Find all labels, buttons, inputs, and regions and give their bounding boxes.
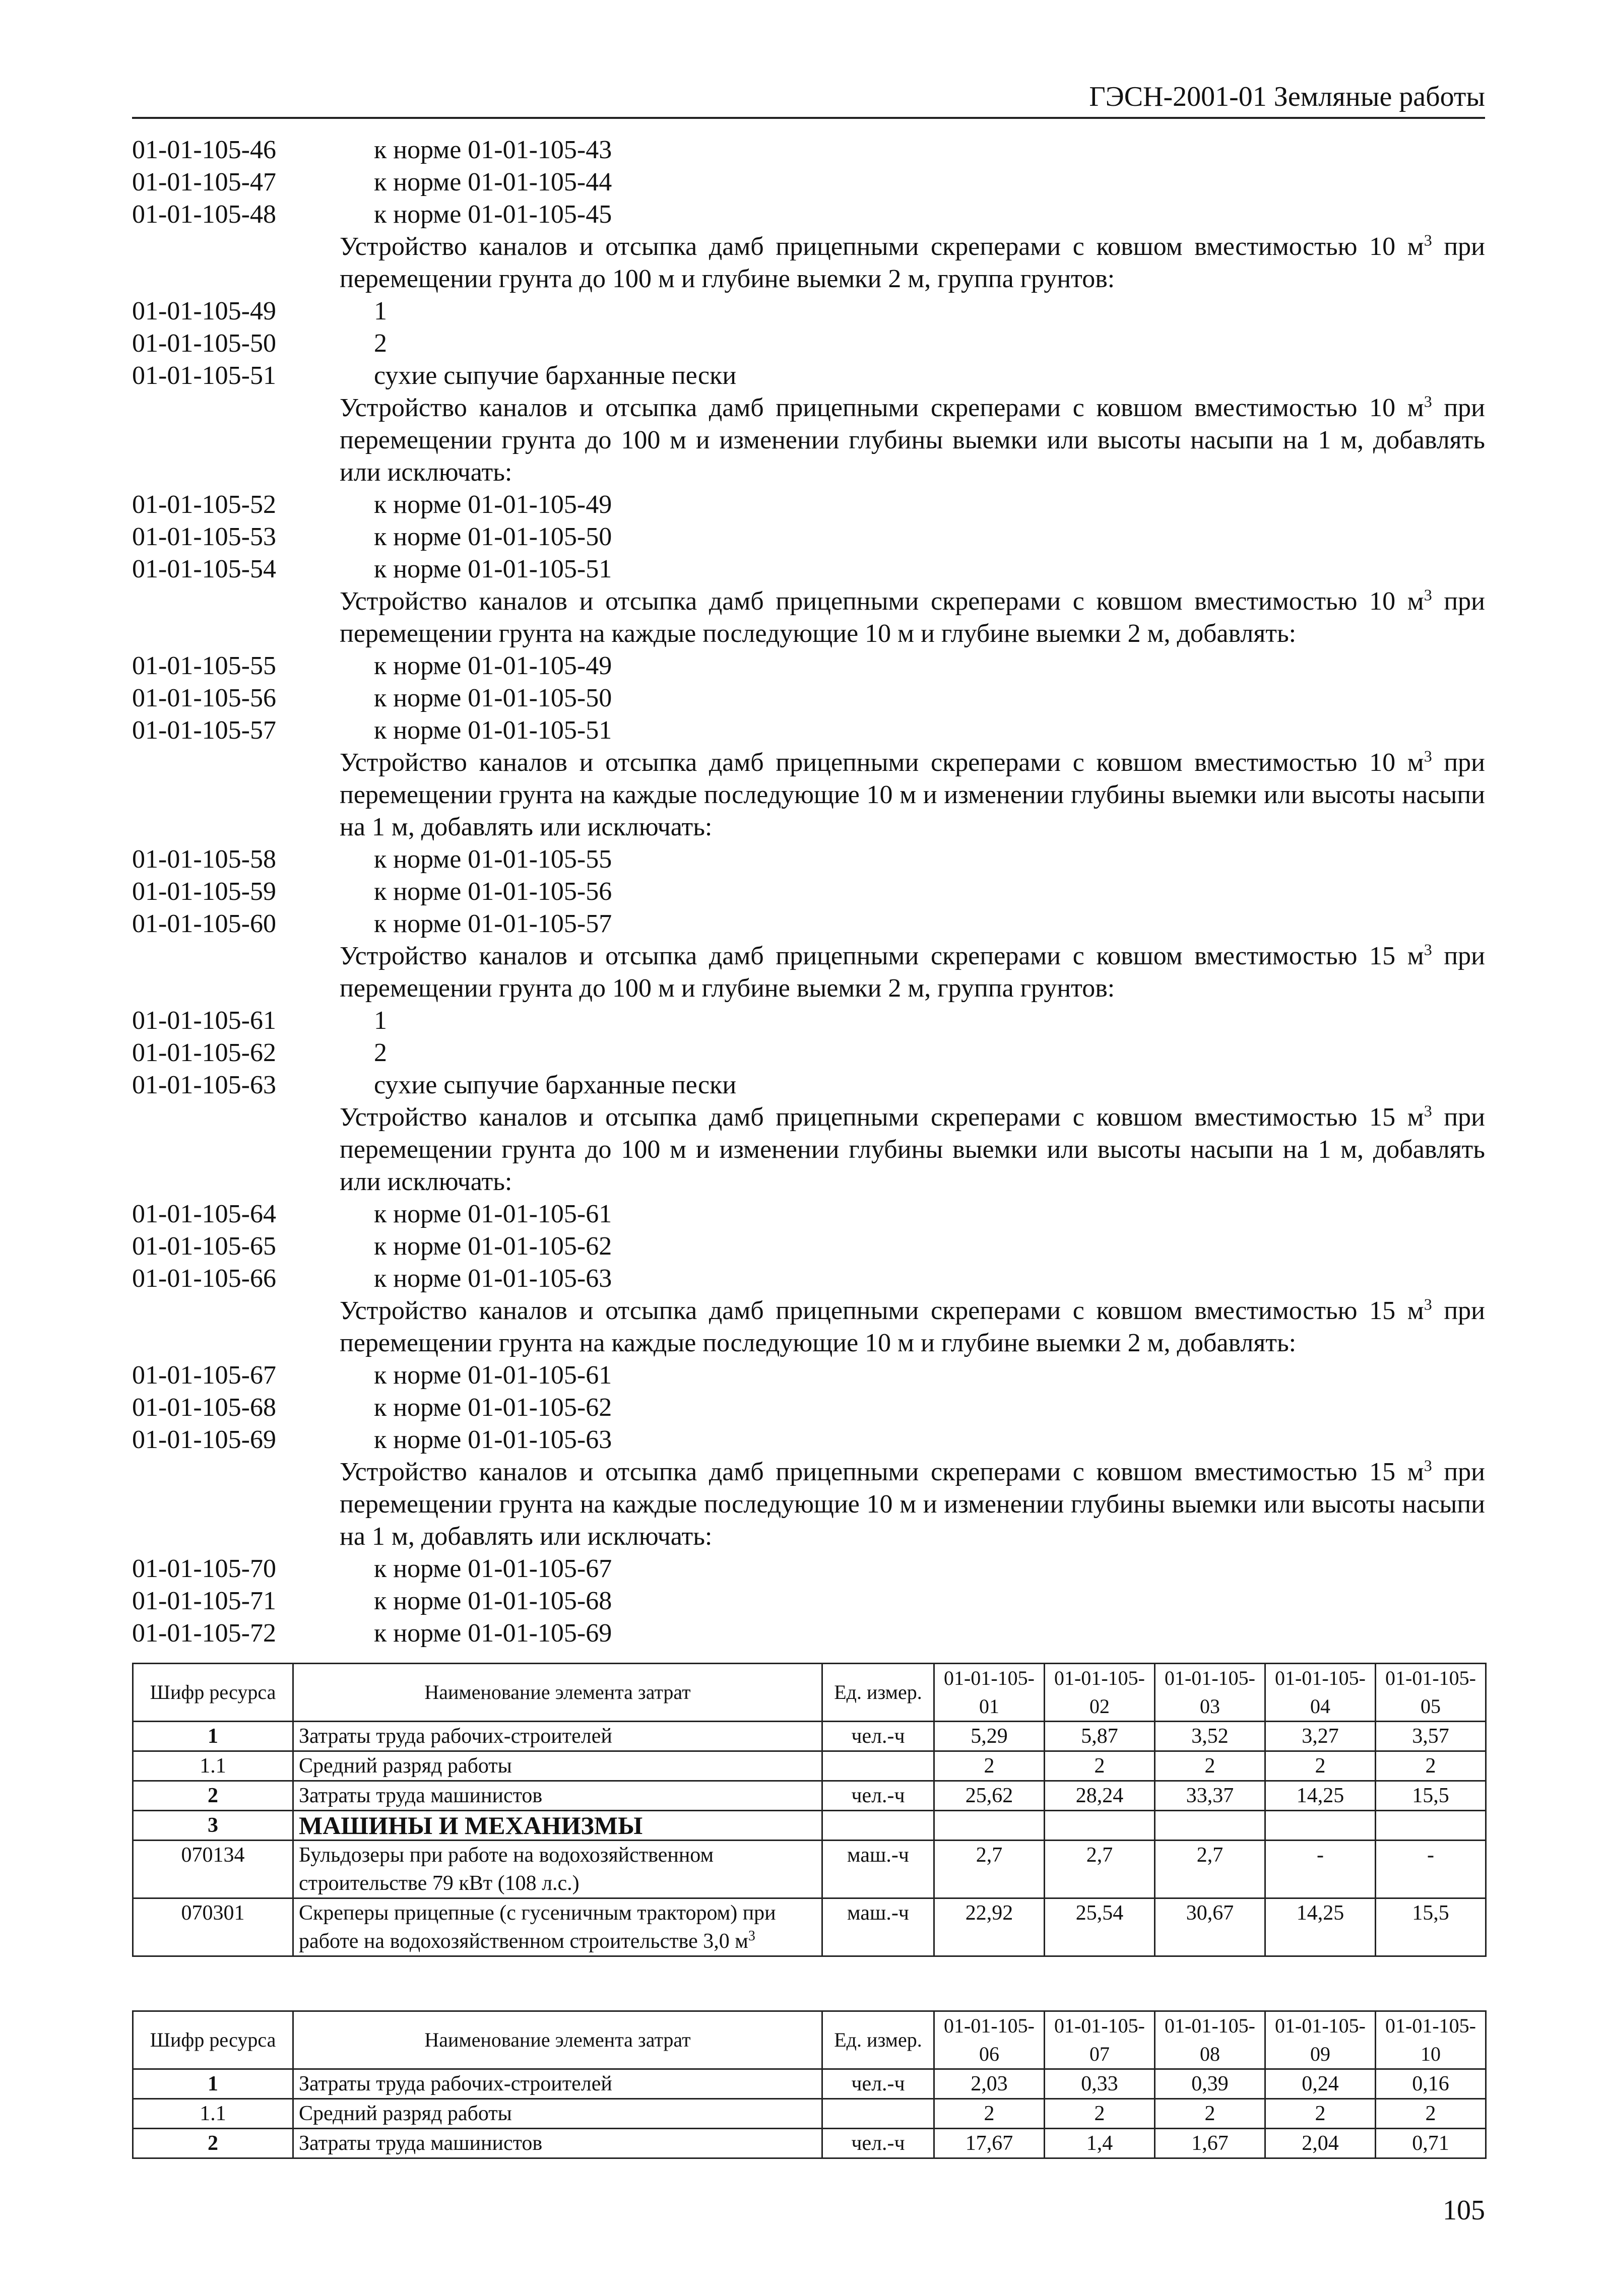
description-tail: при перемещении грунта до 100 м и глубине выемки 2 м, группа грунтов: [340,942,1486,1003]
header-name: Наименование элемента затрат [293,2011,822,2069]
header-unit: Ед. измер. [822,2011,934,2069]
norm-row [132,1553,1485,1585]
norm-row [132,134,1485,166]
cell-value: 33,37 [1155,1781,1265,1811]
cell-empty [1045,1811,1155,1841]
cell-empty [1155,1811,1265,1841]
norm-row [132,714,1485,747]
cell-name [293,2099,822,2129]
unit-superscript: 3 [1424,231,1432,249]
norm-code: 01-01-105-68 [132,1393,276,1422]
norm-entries [132,134,1485,1650]
norm-code: 01-01-105-56 [132,684,276,712]
cell-value: 0,24 [1265,2069,1376,2099]
cell-unit: чел.-ч [822,1722,934,1751]
norm-description [340,747,1485,843]
norm-code: 01-01-105-64 [132,1200,276,1228]
unit-superscript: 3 [1424,392,1432,411]
description-tail: при перемещении грунта на каждые последующие 10 м и глубине выемки 2 м, добавлять: [340,1296,1486,1357]
cell-name [293,1722,822,1751]
description-text: Устройство каналов и отсыпка дамб прицепными скреперами с ковшом вместимостью 10 м [340,393,1424,422]
cell-name [293,1841,822,1898]
cell-empty [934,1811,1045,1841]
name-text: Средний разряд работы [299,1754,512,1778]
cell-value: 17,67 [934,2129,1045,2158]
cell-section: МАШИНЫ И МЕХАНИЗМЫ [293,1811,822,1841]
description-text: Устройство каналов и отсыпка дамб прицепными скреперами с ковшом вместимостью 15 м [340,1103,1424,1132]
description-text: Устройство каналов и отсыпка дамб прицепными скреперами с ковшом вместимостью 10 м [340,232,1424,261]
norm-ref: к норме 01-01-105-63 [374,1264,612,1293]
norm-ref: к норме 01-01-105-49 [374,490,612,519]
cell-value: 0,33 [1045,2069,1155,2099]
norm-ref: к норме 01-01-105-45 [374,200,612,229]
cell-value: 2 [1376,2099,1486,2129]
description-tail: при перемещении грунта до 100 м и изменении глубины выемки или высоты насыпи на 1 м, добавлять или исключать: [340,393,1486,487]
cell-code: 3 [133,1811,293,1841]
norm-row [132,199,1485,231]
cell-value: 14,25 [1265,1781,1376,1811]
cell-value: 14,25 [1265,1898,1376,1956]
header-code: Шифр ресурса [133,1664,293,1722]
cell-name [293,1781,822,1811]
norm-code: 01-01-105-55 [132,651,276,680]
header-col: 01-01-105-01 [934,1664,1045,1722]
header-code: Шифр ресурса [133,2011,293,2069]
cell-value: 30,67 [1155,1898,1265,1956]
cell-code: 070301 [133,1898,293,1956]
norm-code: 01-01-105-57 [132,716,276,745]
description-text: Устройство каналов и отсыпка дамб прицепными скреперами с ковшом вместимостью 10 м [340,587,1424,616]
norm-row [132,1424,1485,1456]
norm-ref: к норме 01-01-105-67 [374,1554,612,1583]
header-col: 01-01-105-08 [1155,2011,1265,2069]
norm-code: 01-01-105-53 [132,522,276,551]
cell-value: 5,29 [934,1722,1045,1751]
unit-superscript: 3 [1424,585,1432,604]
cell-value: 2 [1376,1751,1486,1781]
cell-unit: чел.-ч [822,1781,934,1811]
unit-superscript: 3 [1424,940,1432,959]
norm-ref: к норме 01-01-105-49 [374,651,612,680]
norm-code: 01-01-105-72 [132,1619,276,1648]
norm-row [132,1263,1485,1295]
norm-code: 01-01-105-58 [132,845,276,874]
norm-row [132,1198,1485,1230]
norm-row [132,908,1485,940]
norm-ref: к норме 01-01-105-61 [374,1200,612,1228]
name-text: Скреперы прицепные (с гусеничным трактором) при работе на водохозяйственном строительстве 3,0 м [299,1901,776,1953]
name-text: Затраты труда рабочих-строителей [299,1725,612,1748]
norm-row [132,1359,1485,1392]
description-text: Устройство каналов и отсыпка дамб прицепными скреперами с ковшом вместимостью 15 м [340,942,1424,970]
table-row [133,1722,1486,1751]
norm-code: 01-01-105-51 [132,361,276,390]
norm-ref: к норме 01-01-105-50 [374,522,612,551]
cell-value: 2 [1045,1751,1155,1781]
cell-value: 25,62 [934,1781,1045,1811]
norm-code: 01-01-105-62 [132,1038,276,1067]
resource-table-2 [132,2010,1487,2159]
norm-row [132,166,1485,199]
header-unit: Ед. измер. [822,1664,934,1722]
norm-ref: к норме 01-01-105-43 [374,136,612,164]
cell-value: 0,39 [1155,2069,1265,2099]
cell-value: 2 [1045,2099,1155,2129]
norm-description [340,231,1485,295]
cell-value: 2 [1265,2099,1376,2129]
norm-code: 01-01-105-52 [132,490,276,519]
norm-ref: 1 [374,1006,387,1035]
norm-ref: к норме 01-01-105-69 [374,1619,612,1648]
cell-code: 1.1 [133,2099,293,2129]
norm-ref: сухие сыпучие барханные пески [374,361,737,390]
name-text: Затраты труда рабочих-строителей [299,2072,612,2095]
cell-value: 1,67 [1155,2129,1265,2158]
cell-value: 2,7 [1045,1841,1155,1898]
cell-value: 2 [934,1751,1045,1781]
cell-code: 1 [133,1722,293,1751]
resource-table-1 [132,1663,1487,1957]
norm-code: 01-01-105-69 [132,1425,276,1454]
norm-ref: к норме 01-01-105-62 [374,1393,612,1422]
header-col: 01-01-105-04 [1265,1664,1376,1722]
header-col: 01-01-105-05 [1376,1664,1486,1722]
header-title: ГЭСН-2001-01 Земляные работы [1089,81,1485,112]
norm-row [132,489,1485,521]
header-col: 01-01-105-10 [1376,2011,1486,2069]
cell-value: 2,7 [934,1841,1045,1898]
cell-value: 1,4 [1045,2129,1155,2158]
name-text: Затраты труда машинистов [299,2132,543,2155]
table-row [133,1898,1486,1956]
norm-code: 01-01-105-63 [132,1071,276,1099]
norm-code: 01-01-105-66 [132,1264,276,1293]
norm-row [132,1037,1485,1069]
description-text: Устройство каналов и отсыпка дамб прицепными скреперами с ковшом вместимостью 15 м [340,1458,1424,1486]
norm-ref: к норме 01-01-105-51 [374,555,612,583]
norm-ref: к норме 01-01-105-50 [374,684,612,712]
description-tail: при перемещении грунта на каждые последующие 10 м и изменении глубины выемки или высоты насыпи на 1 м, добавлять или исключать: [340,1458,1486,1551]
norm-row [132,1392,1485,1424]
table-row [133,1811,1486,1841]
unit-superscript: 3 [1424,1456,1432,1475]
cell-name [293,1898,822,1956]
cell-value: 15,5 [1376,1898,1486,1956]
norm-code: 01-01-105-47 [132,168,276,196]
name-superscript: 3 [748,1928,755,1944]
norm-code: 01-01-105-61 [132,1006,276,1035]
norm-code: 01-01-105-46 [132,136,276,164]
norm-ref: 2 [374,1038,387,1067]
norm-ref: к норме 01-01-105-63 [374,1425,612,1454]
cell-value: 15,5 [1376,1781,1486,1811]
norm-code: 01-01-105-48 [132,200,276,229]
description-text: Устройство каналов и отсыпка дамб прицепными скреперами с ковшом вместимостью 10 м [340,748,1424,777]
cell-value: 2,03 [934,2069,1045,2099]
cell-name [293,1751,822,1781]
norm-ref: к норме 01-01-105-61 [374,1361,612,1390]
norm-row [132,1230,1485,1263]
header-col: 01-01-105-09 [1265,2011,1376,2069]
norm-ref: 2 [374,329,387,358]
norm-row [132,360,1485,392]
norm-row [132,650,1485,682]
cell-value: 2 [1155,2099,1265,2129]
norm-ref: к норме 01-01-105-57 [374,909,612,938]
norm-ref: к норме 01-01-105-62 [374,1232,612,1261]
table-row [133,1841,1486,1898]
cell-value: 22,92 [934,1898,1045,1956]
norm-ref: 1 [374,297,387,325]
page-number: 105 [1443,2195,1485,2226]
unit-superscript: 3 [1424,1101,1432,1120]
cell-value: - [1265,1841,1376,1898]
cell-code: 1 [133,2069,293,2099]
norm-row [132,295,1485,327]
norm-code: 01-01-105-71 [132,1587,276,1615]
cell-unit [822,2099,934,2129]
cell-value: 2 [934,2099,1045,2129]
cell-empty [1265,1811,1376,1841]
norm-description [340,585,1485,650]
cell-value: 2 [1155,1751,1265,1781]
header-col: 01-01-105-02 [1045,1664,1155,1722]
norm-row [132,327,1485,360]
norm-ref: к норме 01-01-105-55 [374,845,612,874]
table-row [133,2099,1486,2129]
cell-empty [1376,1811,1486,1841]
norm-row [132,1005,1485,1037]
description-tail: при перемещении грунта до 100 м и изменении глубины выемки или высоты насыпи на 1 м, добавлять или исключать: [340,1103,1486,1196]
cell-value: 25,54 [1045,1898,1155,1956]
header-name: Наименование элемента затрат [293,1664,822,1722]
cell-code: 070134 [133,1841,293,1898]
unit-superscript: 3 [1424,747,1432,765]
cell-unit: чел.-ч [822,2129,934,2158]
cell-value: 3,57 [1376,1722,1486,1751]
norm-description [340,392,1485,489]
unit-superscript: 3 [1424,1295,1432,1314]
table-row [133,1781,1486,1811]
cell-value: 0,71 [1376,2129,1486,2158]
norm-row [132,1069,1485,1101]
table-row [133,1751,1486,1781]
page-header [132,71,1485,119]
description-text: Устройство каналов и отсыпка дамб прицепными скреперами с ковшом вместимостью 15 м [340,1296,1424,1325]
norm-ref: сухие сыпучие барханные пески [374,1071,737,1099]
norm-code: 01-01-105-59 [132,877,276,906]
cell-value: 3,52 [1155,1722,1265,1751]
norm-ref: к норме 01-01-105-68 [374,1587,612,1615]
norm-row [132,1585,1485,1617]
norm-row [132,876,1485,908]
norm-description [340,1456,1485,1553]
cell-value: 5,87 [1045,1722,1155,1751]
norm-code: 01-01-105-67 [132,1361,276,1390]
name-text: Затраты труда машинистов [299,1784,543,1807]
norm-code: 01-01-105-50 [132,329,276,358]
description-tail: при перемещении грунта на каждые последующие 10 м и изменении глубины выемки или высоты насыпи на 1 м, добавлять или исключать: [340,748,1486,841]
cell-value: 2,7 [1155,1841,1265,1898]
norm-row [132,521,1485,553]
cell-value: 28,24 [1045,1781,1155,1811]
norm-code: 01-01-105-65 [132,1232,276,1261]
description-tail: при перемещении грунта до 100 м и глубине выемки 2 м, группа грунтов: [340,232,1486,293]
cell-empty [822,1811,934,1841]
table-row [133,2069,1486,2099]
norm-row [132,1617,1485,1650]
cell-value: 3,27 [1265,1722,1376,1751]
description-tail: при перемещении грунта на каждые последующие 10 м и глубине выемки 2 м, добавлять: [340,587,1486,648]
norm-row [132,553,1485,585]
cell-value: 2 [1265,1751,1376,1781]
norm-ref: к норме 01-01-105-51 [374,716,612,745]
norm-code: 01-01-105-70 [132,1554,276,1583]
norm-code: 01-01-105-49 [132,297,276,325]
cell-unit: маш.-ч [822,1841,934,1898]
table-row [133,2129,1486,2158]
header-col: 01-01-105-03 [1155,1664,1265,1722]
norm-code: 01-01-105-60 [132,909,276,938]
norm-row [132,682,1485,714]
cell-name [293,2069,822,2099]
cell-code: 2 [133,2129,293,2158]
cell-value: 0,16 [1376,2069,1486,2099]
cell-code: 1.1 [133,1751,293,1781]
norm-description [340,1295,1485,1359]
cell-name [293,2129,822,2158]
norm-ref: к норме 01-01-105-56 [374,877,612,906]
cell-unit: маш.-ч [822,1898,934,1956]
cell-code: 2 [133,1781,293,1811]
norm-description [340,940,1485,1005]
name-text: Бульдозеры при работе на водохозяйственном строительстве 79 кВт (108 л.с.) [299,1844,714,1895]
cell-unit: чел.-ч [822,2069,934,2099]
norm-row [132,843,1485,876]
header-col: 01-01-105-07 [1045,2011,1155,2069]
header-col: 01-01-105-06 [934,2011,1045,2069]
norm-description [340,1101,1485,1198]
cell-value: 2,04 [1265,2129,1376,2158]
norm-code: 01-01-105-54 [132,555,276,583]
norm-ref: к норме 01-01-105-44 [374,168,612,196]
cell-value: - [1376,1841,1486,1898]
cell-unit [822,1751,934,1781]
name-text: Средний разряд работы [299,2102,512,2125]
